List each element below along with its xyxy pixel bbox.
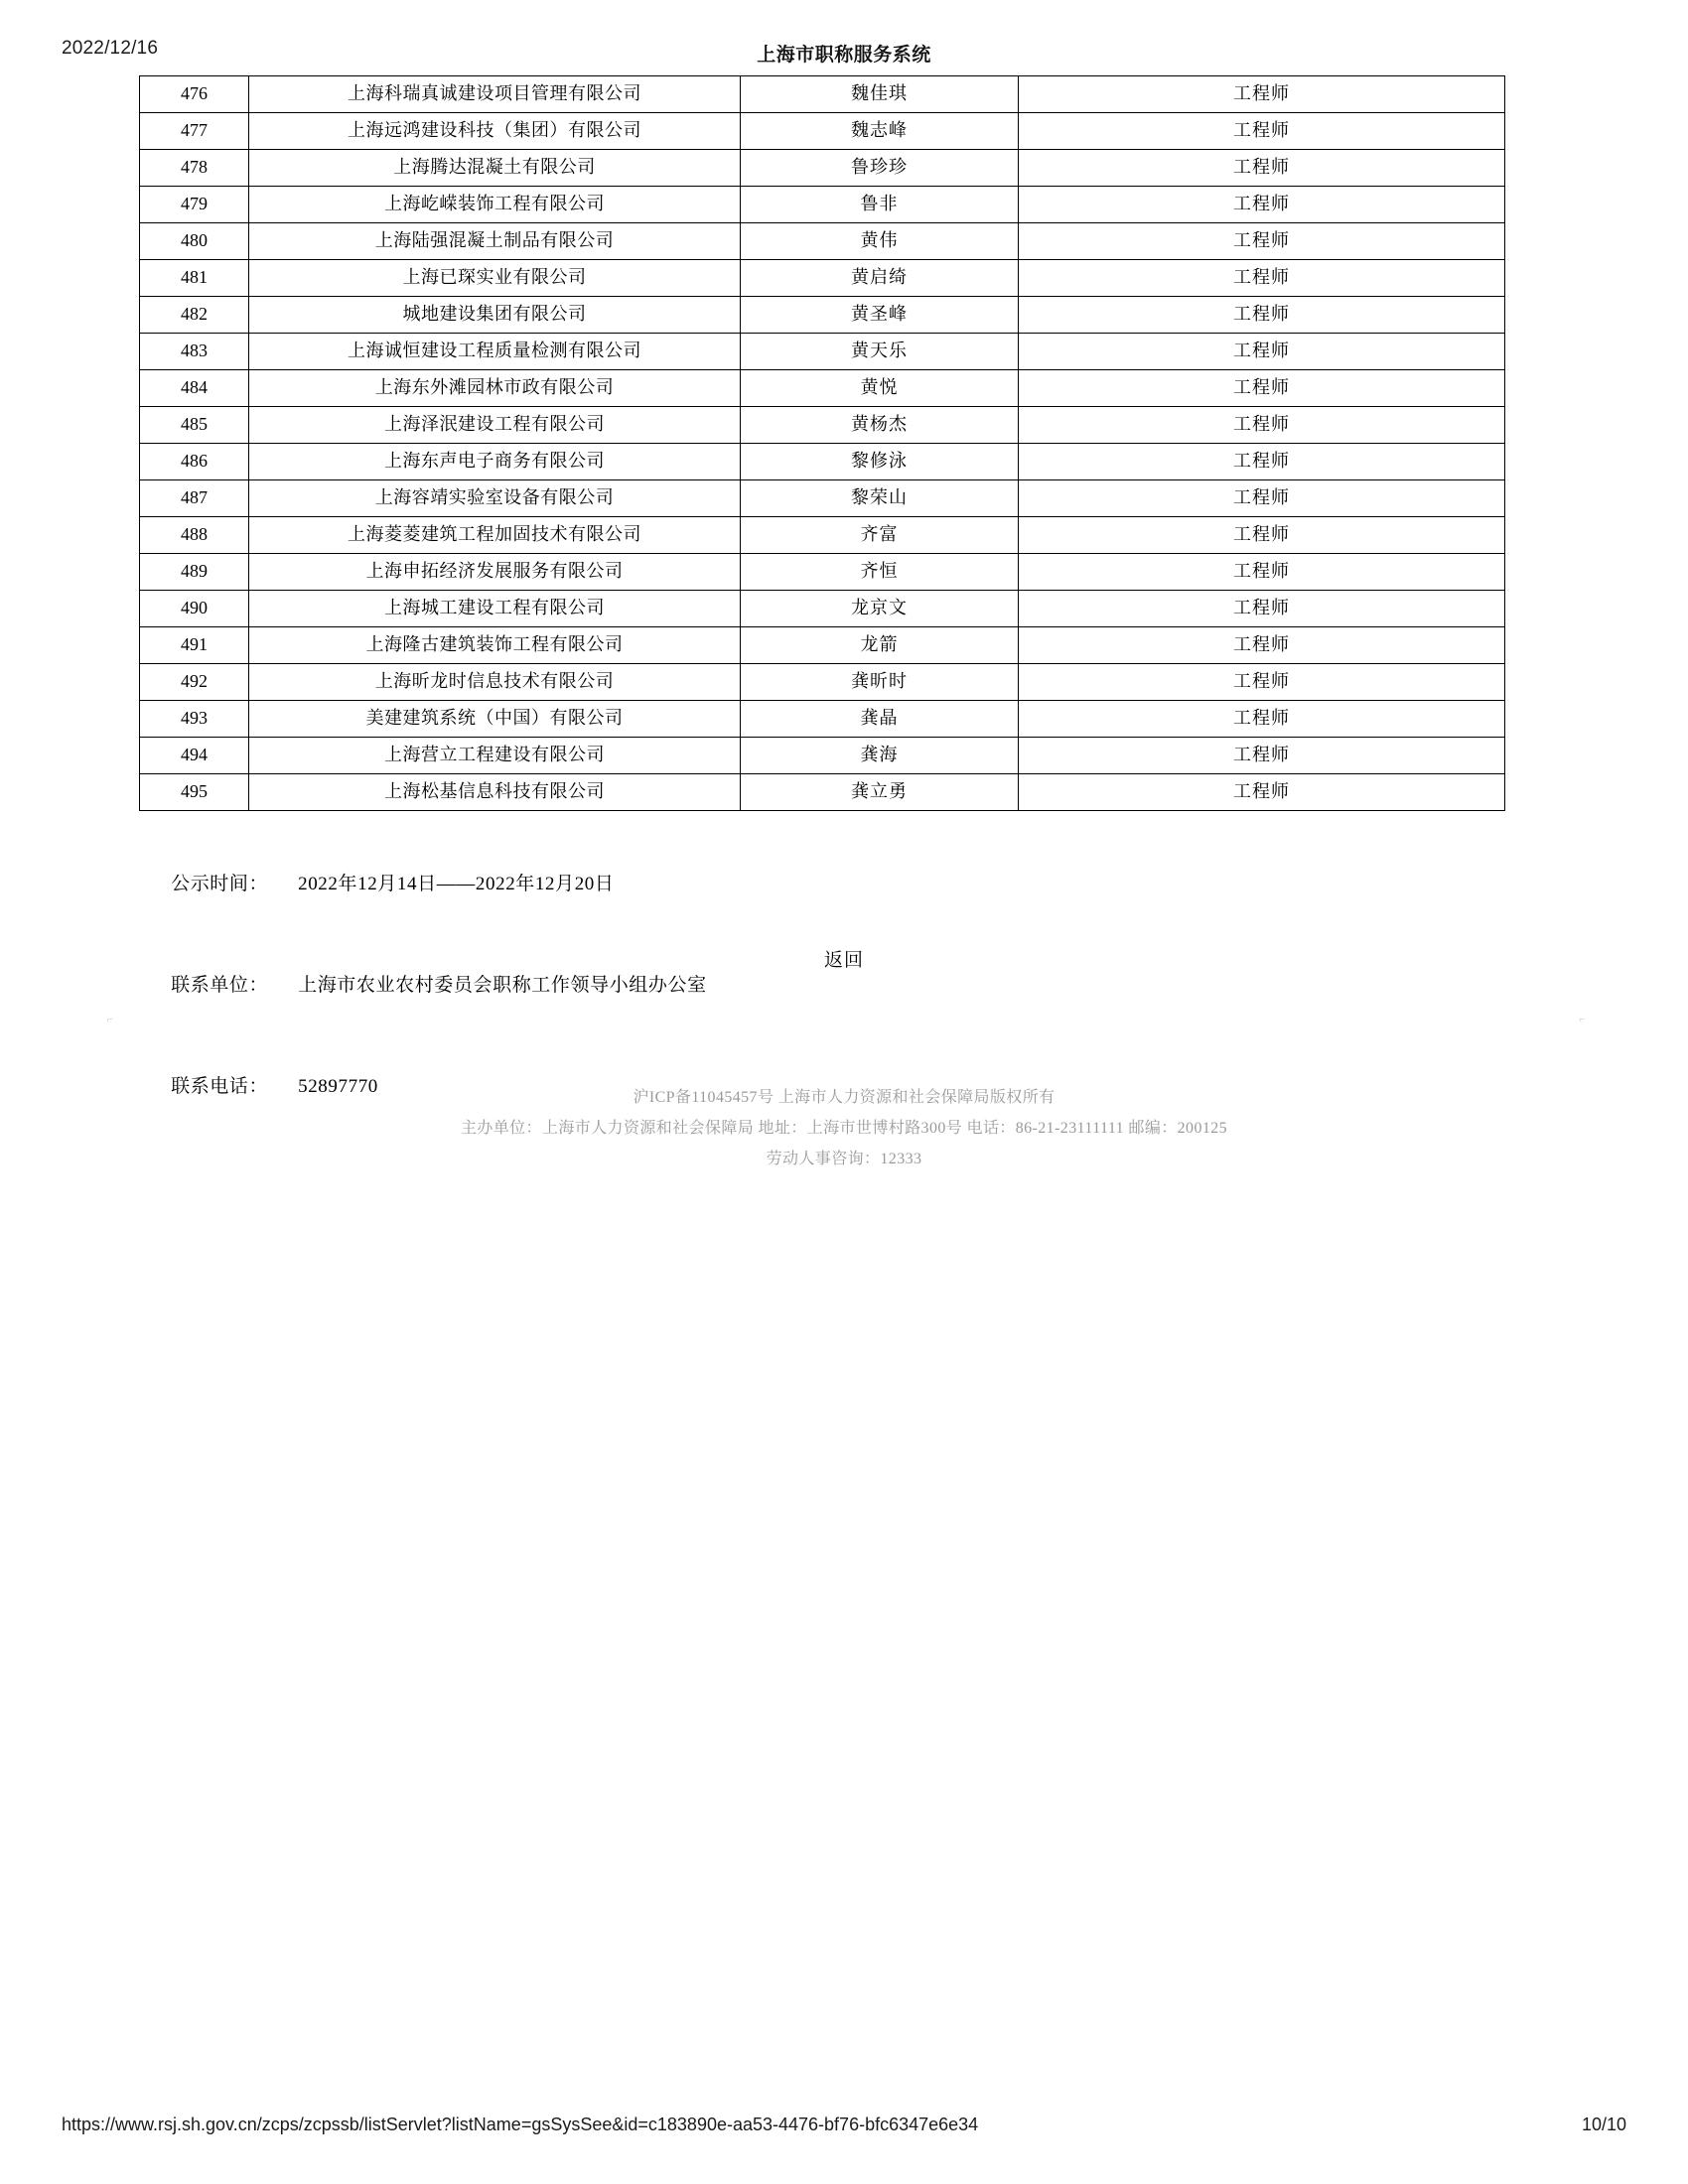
row-index-cell: 481 — [140, 260, 249, 297]
row-title-cell: 工程师 — [1019, 297, 1505, 334]
table-row — [140, 664, 1505, 701]
row-index-cell: 491 — [140, 627, 249, 664]
row-company-cell: 上海申拓经济发展服务有限公司 — [249, 554, 741, 591]
row-title-cell: 工程师 — [1019, 627, 1505, 664]
row-name-cell: 龚昕时 — [741, 664, 1019, 701]
row-name-cell: 魏志峰 — [741, 113, 1019, 150]
row-title-cell: 工程师 — [1019, 223, 1505, 260]
row-title-cell: 工程师 — [1019, 701, 1505, 738]
row-title-cell: 工程师 — [1019, 187, 1505, 223]
row-index-cell: 494 — [140, 738, 249, 774]
row-company-cell: 上海陆强混凝土制品有限公司 — [249, 223, 741, 260]
row-company-cell: 上海城工建设工程有限公司 — [249, 591, 741, 627]
row-index-cell: 493 — [140, 701, 249, 738]
row-company-cell: 上海菱菱建筑工程加固技术有限公司 — [249, 517, 741, 554]
row-title-cell: 工程师 — [1019, 260, 1505, 297]
table-row — [140, 627, 1505, 664]
return-link[interactable]: 返回 — [823, 950, 864, 971]
row-title-cell: 工程师 — [1019, 554, 1505, 591]
row-name-cell: 黄杨杰 — [741, 407, 1019, 444]
row-index-cell: 484 — [140, 370, 249, 407]
table-row — [140, 150, 1505, 187]
corner-mark-left-icon: ⌐ — [107, 1015, 113, 1025]
row-company-cell: 上海营立工程建设有限公司 — [249, 738, 741, 774]
table-row — [140, 297, 1505, 334]
row-title-cell: 工程师 — [1019, 664, 1505, 701]
row-company-cell: 上海科瑞真诚建设项目管理有限公司 — [249, 76, 741, 113]
row-name-cell: 龙京文 — [741, 591, 1019, 627]
print-header — [0, 38, 1688, 66]
footer-url: https://www.rsj.sh.gov.cn/zcps/zcpssb/listServlet?listName=gsSysSee&id=c183890e-aa53-4476-bf76-bfc6347e6e34 — [62, 2115, 979, 2134]
table-row — [140, 334, 1505, 370]
row-name-cell: 齐恒 — [741, 554, 1019, 591]
table-row — [140, 370, 1505, 407]
row-name-cell: 黎荣山 — [741, 480, 1019, 517]
contact-unit-value: 上海市农业农村委员会职称工作领导小组办公室 — [298, 975, 707, 996]
row-title-cell: 工程师 — [1019, 407, 1505, 444]
table-row — [140, 554, 1505, 591]
table-row — [140, 113, 1505, 150]
row-index-cell: 479 — [140, 187, 249, 223]
row-title-cell: 工程师 — [1019, 113, 1505, 150]
row-title-cell: 工程师 — [1019, 76, 1505, 113]
table-row — [140, 701, 1505, 738]
row-company-cell: 上海隆古建筑装饰工程有限公司 — [249, 627, 741, 664]
publish-time-line — [139, 834, 1331, 935]
row-company-cell: 上海腾达混凝土有限公司 — [249, 150, 741, 187]
row-index-cell: 495 — [140, 774, 249, 811]
row-title-cell: 工程师 — [1019, 591, 1505, 627]
row-index-cell: 492 — [140, 664, 249, 701]
row-company-cell: 上海东外滩园林市政有限公司 — [249, 370, 741, 407]
row-name-cell: 龚立勇 — [741, 774, 1019, 811]
row-name-cell: 黎修泳 — [741, 444, 1019, 480]
row-name-cell: 黄天乐 — [741, 334, 1019, 370]
row-index-cell: 482 — [140, 297, 249, 334]
table-row — [140, 187, 1505, 223]
row-name-cell: 齐富 — [741, 517, 1019, 554]
listing-table-container — [139, 75, 1504, 811]
row-company-cell: 上海松基信息科技有限公司 — [249, 774, 741, 811]
row-title-cell: 工程师 — [1019, 444, 1505, 480]
table-row — [140, 76, 1505, 113]
table-row — [140, 517, 1505, 554]
contact-phone-label: 联系电话： — [171, 1076, 269, 1097]
row-title-cell: 工程师 — [1019, 517, 1505, 554]
print-footer — [0, 2115, 1688, 2138]
row-index-cell: 476 — [140, 76, 249, 113]
row-company-cell: 上海已琛实业有限公司 — [249, 260, 741, 297]
row-index-cell: 480 — [140, 223, 249, 260]
row-index-cell: 487 — [140, 480, 249, 517]
row-index-cell: 490 — [140, 591, 249, 627]
table-row — [140, 223, 1505, 260]
publish-time-label: 公示时间： — [171, 874, 269, 894]
row-name-cell: 鲁珍珍 — [741, 150, 1019, 187]
row-company-cell: 美建建筑系统（中国）有限公司 — [249, 701, 741, 738]
row-company-cell: 上海容靖实验室设备有限公司 — [249, 480, 741, 517]
footer-icp-line: 沪ICP备11045457号 上海市人力资源和社会保障局版权所有 — [633, 1089, 1055, 1106]
row-company-cell: 上海诚恒建设工程质量检测有限公司 — [249, 334, 741, 370]
row-index-cell: 485 — [140, 407, 249, 444]
table-row — [140, 774, 1505, 811]
row-title-cell: 工程师 — [1019, 480, 1505, 517]
row-name-cell: 黄圣峰 — [741, 297, 1019, 334]
row-title-cell: 工程师 — [1019, 150, 1505, 187]
row-title-cell: 工程师 — [1019, 370, 1505, 407]
table-row — [140, 738, 1505, 774]
publish-time-value: 2022年12月14日——2022年12月20日 — [298, 874, 615, 894]
row-company-cell: 上海昕龙时信息技术有限公司 — [249, 664, 741, 701]
row-name-cell: 黄启绮 — [741, 260, 1019, 297]
row-company-cell: 上海东声电子商务有限公司 — [249, 444, 741, 480]
footer-consult-line: 劳动人事咨询：12333 — [766, 1151, 922, 1167]
page-title: 上海市职称服务系统 — [757, 45, 931, 66]
row-company-cell: 上海远鸿建设科技（集团）有限公司 — [249, 113, 741, 150]
row-name-cell: 黄悦 — [741, 370, 1019, 407]
row-name-cell: 魏佳琪 — [741, 76, 1019, 113]
row-name-cell: 黄伟 — [741, 223, 1019, 260]
print-date: 2022/12/16 — [62, 38, 159, 59]
row-index-cell: 488 — [140, 517, 249, 554]
table-row — [140, 260, 1505, 297]
row-index-cell: 486 — [140, 444, 249, 480]
row-index-cell: 483 — [140, 334, 249, 370]
listing-table — [139, 75, 1505, 811]
row-name-cell: 龚晶 — [741, 701, 1019, 738]
footer-organizer-line: 主办单位：上海市人力资源和社会保障局 地址：上海市世博村路300号 电话：86-21-23111111 邮编：200125 — [460, 1120, 1228, 1137]
contact-unit-label: 联系单位： — [171, 975, 269, 996]
table-row — [140, 591, 1505, 627]
row-company-cell: 城地建设集团有限公司 — [249, 297, 741, 334]
row-title-cell: 工程师 — [1019, 774, 1505, 811]
table-row — [140, 407, 1505, 444]
contact-phone-value: 52897770 — [298, 1076, 378, 1097]
row-name-cell: 龙箭 — [741, 627, 1019, 664]
corner-mark-right-icon: ⌐ — [1579, 1015, 1585, 1025]
row-index-cell: 489 — [140, 554, 249, 591]
listing-table-body — [140, 76, 1505, 811]
footer-page-number: 10/10 — [1581, 2115, 1626, 2134]
row-index-cell: 477 — [140, 113, 249, 150]
site-footer — [0, 1082, 1688, 1174]
table-row — [140, 444, 1505, 480]
table-row — [140, 480, 1505, 517]
row-title-cell: 工程师 — [1019, 334, 1505, 370]
row-name-cell: 龚海 — [741, 738, 1019, 774]
row-title-cell: 工程师 — [1019, 738, 1505, 774]
row-index-cell: 478 — [140, 150, 249, 187]
row-name-cell: 鲁非 — [741, 187, 1019, 223]
row-company-cell: 上海泽泯建设工程有限公司 — [249, 407, 741, 444]
row-company-cell: 上海屹嵘装饰工程有限公司 — [249, 187, 741, 223]
